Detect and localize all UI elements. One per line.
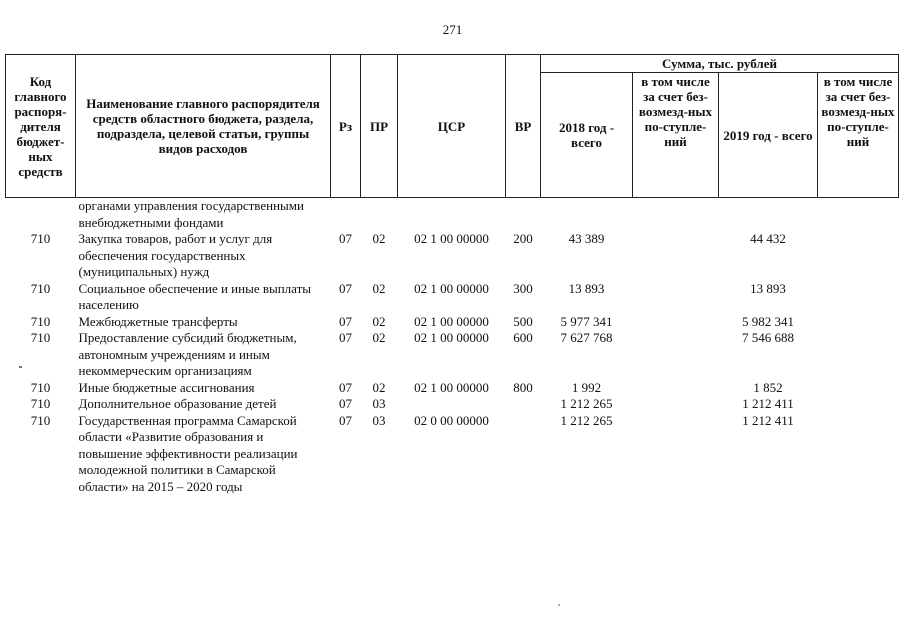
cell-2019-total: 1 212 411 xyxy=(742,396,794,411)
cell-2019-total: 44 432 xyxy=(750,231,786,246)
cell-2019-total: 5 982 341 xyxy=(742,313,794,329)
cell-2019-total xyxy=(719,198,818,232)
header-vr: ВР xyxy=(506,55,541,198)
cell-code: 710 xyxy=(30,280,51,296)
cell-2019-total: 7 546 688 xyxy=(742,330,794,345)
cell-vr: 600 xyxy=(513,330,533,345)
cell-pr: 02 xyxy=(372,313,386,329)
table-row xyxy=(6,198,899,232)
cell-rz: 07 xyxy=(339,231,352,246)
cell-name: Социальное обеспечение и иные выплаты населению xyxy=(78,280,312,312)
cell-2018-total: 7 627 768 xyxy=(560,330,613,345)
cell-vr: 300 xyxy=(513,280,533,296)
cell-vr xyxy=(506,396,541,413)
cell-2018-total: 13 893 xyxy=(568,280,605,296)
table-header xyxy=(6,55,899,198)
cell-2019-incl xyxy=(818,231,899,281)
cell-code: 710 xyxy=(30,330,51,345)
cell-rz: 07 xyxy=(339,412,352,428)
cell-2018-total: 1 992 xyxy=(571,379,602,395)
cell-pr: 02 xyxy=(372,231,386,246)
cell-rz: 07 xyxy=(339,379,352,395)
cell-csr: 02 1 00 00000 xyxy=(414,330,489,345)
header-2019-total: 2019 год - всего xyxy=(719,73,818,198)
cell-2019-incl xyxy=(818,281,899,314)
cell-2019-incl xyxy=(818,198,899,232)
cell-pr: 02 xyxy=(372,379,386,395)
cell-csr: 02 1 00 00000 xyxy=(414,313,489,329)
header-rz: Рз xyxy=(331,55,361,198)
cell-2019-incl xyxy=(818,413,899,496)
cell-vr: 800 xyxy=(513,379,533,395)
cell-2018-total: 1 212 265 xyxy=(560,412,613,428)
cell-2018-total: 5 977 341 xyxy=(560,313,613,329)
table-row xyxy=(6,314,899,331)
cell-2018-incl xyxy=(633,330,719,380)
cell-2018-total xyxy=(541,198,633,232)
cell-2018-incl xyxy=(633,413,719,496)
scan-speck xyxy=(19,366,22,368)
cell-name: Государственная программа Самарской области «Развитие образования и повышение эффективности реализации молодежной политики в Самарской области» на 2015 – 2020 годы xyxy=(78,412,298,494)
cell-2018-incl xyxy=(633,380,719,397)
cell-code: 710 xyxy=(30,379,51,395)
scan-speck xyxy=(558,604,560,606)
cell-pr xyxy=(361,198,398,232)
cell-2019-incl xyxy=(818,314,899,331)
cell-2018-incl xyxy=(633,314,719,331)
cell-pr: 03 xyxy=(372,412,386,428)
cell-rz: 07 xyxy=(339,396,352,411)
table-body xyxy=(6,198,899,496)
table-row xyxy=(6,231,899,281)
cell-2018-incl xyxy=(633,231,719,281)
cell-csr: 02 1 00 00000 xyxy=(414,280,489,296)
header-csr: ЦСР xyxy=(398,55,506,198)
cell-2019-incl xyxy=(818,396,899,413)
cell-rz: 07 xyxy=(339,330,352,345)
cell-name: Предоставление субсидий бюджетным, автономным учреждениям и иным некоммерческим организациям xyxy=(78,330,297,378)
cell-vr xyxy=(506,198,541,232)
cell-code: 710 xyxy=(30,396,51,411)
cell-2018-incl xyxy=(633,198,719,232)
cell-2019-total: 1 852 xyxy=(753,379,783,395)
table-row xyxy=(6,396,899,413)
header-2019-incl: в том числе за счет без-возмезд-ных по-ступле-ний xyxy=(818,73,899,198)
cell-name: Иные бюджетные ассигнования xyxy=(78,379,255,395)
header-2018-incl: в том числе за счет без-возмезд-ных по-ступле-ний xyxy=(633,73,719,198)
cell-code: 710 xyxy=(30,313,51,329)
cell-code: 710 xyxy=(30,412,51,428)
header-2018-total: 2018 год - всего xyxy=(541,73,633,198)
cell-csr: 02 0 00 00000 xyxy=(414,412,489,428)
page-number: 271 xyxy=(442,22,463,37)
cell-rz: 07 xyxy=(339,280,352,296)
table-row xyxy=(6,330,899,380)
header-name: Наименование главного распорядителя средств областного бюджета, раздела, подраздела, целевой статьи, группы видов расходов xyxy=(76,55,331,198)
cell-csr xyxy=(398,198,506,232)
header-code: Код главного распоря-дителя бюджет-ных средств xyxy=(6,55,76,198)
cell-2018-incl xyxy=(633,396,719,413)
cell-2018-total: 1 212 265 xyxy=(560,396,613,411)
cell-2019-incl xyxy=(818,380,899,397)
table-row xyxy=(6,413,899,496)
cell-name: Межбюджетные трансферты xyxy=(78,313,238,329)
cell-2018-total: 43 389 xyxy=(568,231,605,246)
cell-rz: 07 xyxy=(339,313,352,329)
cell-code xyxy=(6,198,76,232)
cell-vr: 200 xyxy=(513,231,533,246)
cell-csr: 02 1 00 00000 xyxy=(414,379,489,395)
cell-name: органами управления государственными внебюджетными фондами xyxy=(78,198,304,230)
cell-2019-total: 1 212 411 xyxy=(742,412,794,428)
table-row xyxy=(6,281,899,314)
cell-code: 710 xyxy=(30,231,51,246)
cell-csr: 02 1 00 00000 xyxy=(414,231,489,246)
cell-pr: 03 xyxy=(372,396,386,411)
cell-vr xyxy=(506,413,541,496)
header-pr: ПР xyxy=(361,55,398,198)
cell-pr: 02 xyxy=(372,330,386,345)
table-row xyxy=(6,380,899,397)
cell-csr xyxy=(398,396,506,413)
cell-name: Закупка товаров, работ и услуг для обеспечения государственных (муниципальных) нужд xyxy=(78,231,273,279)
cell-2019-total: 13 893 xyxy=(750,280,786,296)
cell-2019-incl xyxy=(818,330,899,380)
cell-pr: 02 xyxy=(372,280,386,296)
header-sum: Сумма, тыс. рублей xyxy=(541,55,899,73)
cell-2018-incl xyxy=(633,281,719,314)
cell-name: Дополнительное образование детей xyxy=(78,396,277,411)
cell-vr: 500 xyxy=(513,313,533,329)
cell-rz xyxy=(331,198,361,232)
budget-table xyxy=(5,54,899,495)
